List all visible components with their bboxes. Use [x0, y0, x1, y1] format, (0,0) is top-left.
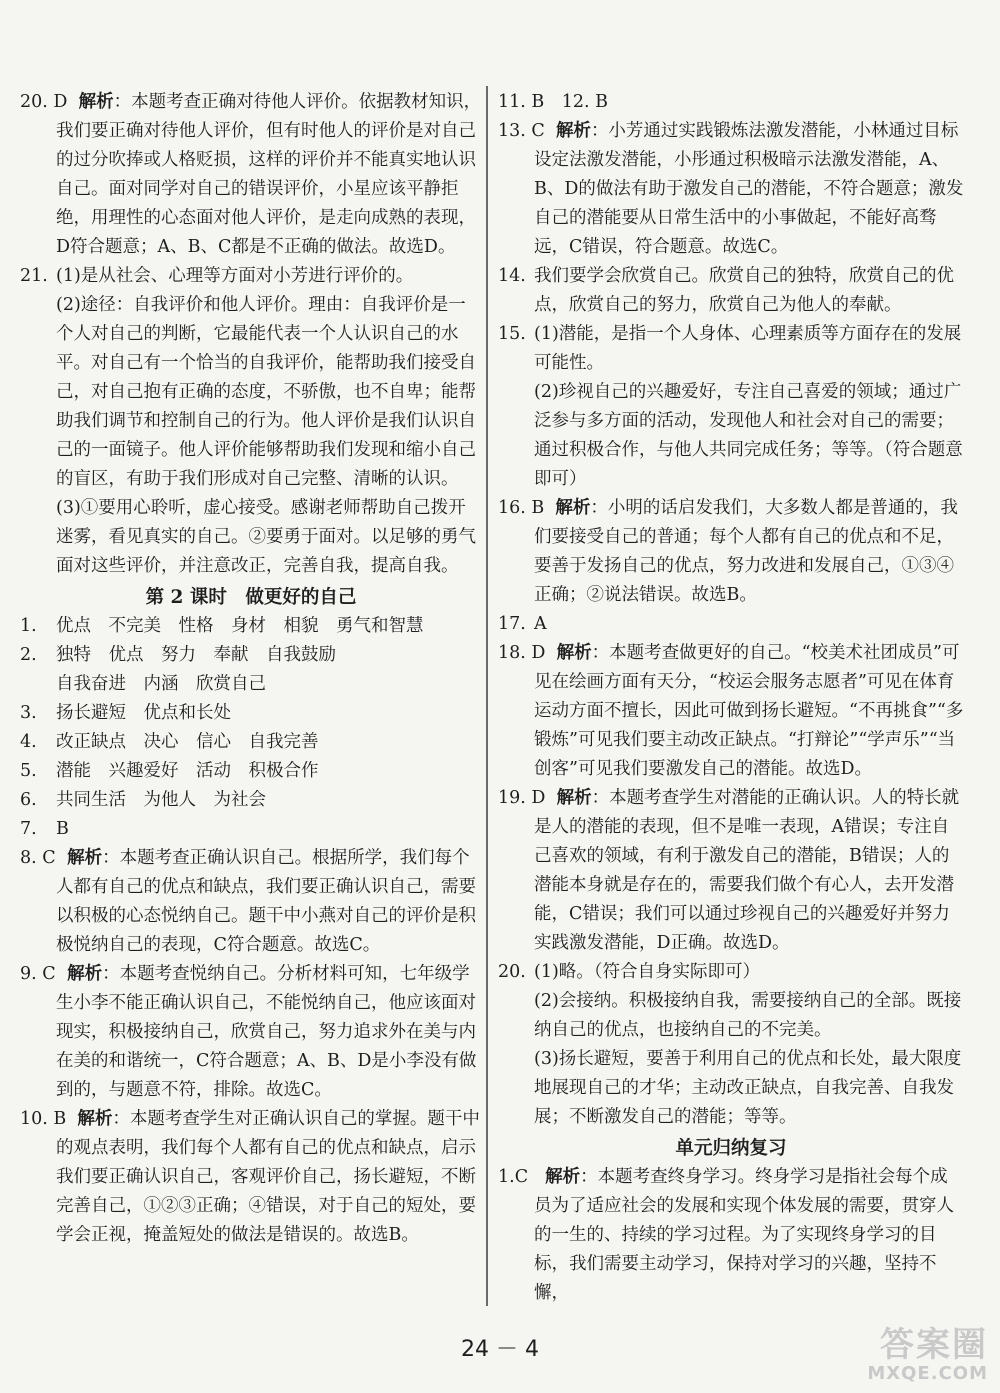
answer-number: 5. [20, 761, 37, 781]
answer-text: ：本题考查终身学习。终身学习是指社会每个成员为了适应社会的发展和实现个体发展的需要，贯穿人的一生的、持续的学习过程。为了实现终身学习的目标，我们需要主动学习，保持对学习的兴趣，坚持不懈， [534, 1167, 954, 1303]
answer-8 [20, 844, 482, 960]
fill-6 [20, 786, 482, 815]
answer-number: 14. [498, 266, 526, 286]
answer-number: 4. [20, 732, 37, 752]
answer-text: (1)潜能，是指一个人身体、心理素质等方面存在的发展可能性。 [534, 324, 962, 373]
answer-20-part3: (3)扬长避短，要善于利用自己的优点和长处，最大限度地展现自己的才华；主动改正缺点，自我完善、自我发展；不断激发自己的潜能；等等。 [534, 1049, 962, 1127]
fill-1 [20, 612, 482, 641]
watermark-en: MXQE.COM [867, 1363, 988, 1384]
answer-text: A [534, 614, 547, 634]
answer-number: 19. D [498, 788, 546, 808]
answer-15 [498, 320, 964, 378]
answer-number: 7. [20, 819, 37, 839]
analysis-label: 解析 [67, 848, 103, 868]
review-answer-1 [498, 1163, 964, 1308]
answer-number: 6. [20, 790, 37, 810]
fill-5 [20, 757, 482, 786]
fill-4 [20, 728, 482, 757]
answer-text: ：本题考查学生对潜能的正确认识。人的特长就是人的潜能的表现，但不是唯一表现，A错误；专注自己喜欢的领域，有利于激发自己的潜能，B错误；人的潜能本身就是存在的，需要我们做个有心人，去开发潜能，C错误；我们可以通过珍视自己的兴趣爱好并努力实践激发潜能，D正确。故选D。 [534, 788, 960, 953]
answer-18 [498, 639, 964, 784]
answer-text: ：本题考查学生对正确认识自己的掌握。题干中的观点表明，我们每个人都有自己的优点和缺点，启示我们要正确认识自己，客观评价自己，扬长避短，不断完善自己，①②③正确；④错误，对于自己的短处，要学会正视，掩盖短处的做法是错误的。故选B。 [56, 1109, 480, 1245]
answer-21-part3: (3)①要用心聆听，虚心接受。感谢老师帮助自己拨开迷雾，看见真实的自己。②要勇于面对。以足够的勇气面对这些评价，并注意改正，完善自我，提高自我。 [56, 498, 476, 576]
answer-number: 2. [20, 645, 37, 665]
answer-19 [498, 784, 964, 958]
answer-20-part2: (2)会接纳。积极接纳自我，需要接纳自己的全部。既接纳自己的优点，也接纳自己的不完美。 [534, 991, 962, 1040]
answer-number: 1. [20, 616, 37, 636]
answer-number: 9. C [20, 964, 56, 984]
answer-text: ：本题考查悦纳自己。分析材料可知，七年级学生小李不能正确认识自己，不能悦纳自己，他应该面对现实，积极接纳自己，欣赏自己，努力追求外在美与内在美的和谐统一，C符合题意；A、B、D是小李没有做到的，与题意不符，排除。故选C。 [56, 964, 477, 1100]
fill-2-continued: 自我奋进 内涵 欣赏自己 [56, 674, 266, 694]
answer-number: 8. C [20, 848, 56, 868]
watermark-logo [818, 1327, 988, 1387]
answer-number: 20. [498, 962, 526, 982]
answer-number: 17. [498, 614, 526, 634]
answer-text: ：本题考查正确对待他人评价。依据教材知识，我们要正确对待他人评价，但有时他人的评价是对自己的过分吹捧或人格贬损，这样的评价并不能真实地认识自己。面对同学对自己的错误评价，小星应该平静拒绝，用理性的心态面对他人评价，是走向成熟的表现，D符合题意；A、B、C都是不正确的做法。故选D。 [56, 92, 482, 257]
answer-15-part2: (2)珍视自己的兴趣爱好，专注自己喜爱的领域；通过广泛参与多方面的活动，发现他人和社会对自己的需要；通过积极合作，与他人共同完成任务；等等。（符合题意即可） [534, 382, 963, 489]
analysis-label: 解析 [78, 92, 114, 112]
answer-21 [20, 262, 482, 291]
answer-text: 共同生活 为他人 为社会 [56, 790, 266, 810]
answer-text: ：本题考查做更好的自己。“校美术社团成员”可见在绘画方面有天分，“校运会服务志愿者”可见在体育运动方面不擅长，因此可做到扬长避短。“不再挑食”“多锻炼”可见我们要主动改正缺点。“打辩论”“学声乐”“当创客”可见我们要激发自己的潜能。故选D。 [534, 643, 964, 779]
analysis-label: 解析 [555, 121, 591, 141]
answer-text: 优点 不完美 性格 身材 相貌 勇气和智慧 [56, 616, 424, 636]
analysis-label: 解析 [545, 1167, 581, 1187]
watermark-cn: 答案圈 [880, 1325, 988, 1365]
answer-number: 16. B [498, 498, 545, 518]
analysis-label: 解析 [67, 964, 103, 984]
answer-21-part2: (2)途径：自我评价和他人评价。理由：自我评价是一个人对自己的判断，它最能代表一个人认识自己的水平。对自己有一个恰当的自我评价，能帮助我们接受自己，对自己抱有正确的态度，不骄傲，也不自卑；能帮助我们调节和控制自己的行为。他人评价是我们认识自己的一面镜子。他人评价能够帮助我们发现和缩小自己的盲区，有助于我们形成对自己完整、清晰的认识。 [56, 295, 476, 489]
answer-11-12 [498, 88, 964, 117]
answer-text: (1)是从社会、心理等方面对小芳进行评价的。 [56, 266, 414, 286]
answer-20-right [498, 958, 964, 987]
analysis-label: 解析 [556, 788, 592, 808]
answer-text: 扬长避短 优点和长处 [56, 703, 231, 723]
answer-text: ：小明的话启发我们，大多数人都是普通的，我们要接受自己的普通；每个人都有自己的优点和不足，要善于发扬自己的优点，努力改进和发展自己，①③④正确；②说法错误。故选B。 [534, 498, 958, 605]
analysis-label: 解析 [77, 1109, 113, 1129]
answer-number: 15. [498, 324, 526, 344]
right-column [498, 88, 964, 1308]
answer-number: 21. [20, 266, 48, 286]
section-heading-lesson2: 第 2 课时 做更好的自己 [145, 587, 357, 608]
section-heading-unit-review: 单元归纳复习 [675, 1138, 787, 1159]
answer-number: 20. D [20, 92, 68, 112]
answer-text: 独特 优点 努力 奉献 自我鼓励 [56, 645, 336, 665]
answer-9 [20, 960, 482, 1105]
answer-17 [498, 610, 964, 639]
answer-text: 改正缺点 决心 信心 自我完善 [56, 732, 319, 752]
answer-13 [498, 117, 964, 262]
answer-10 [20, 1105, 482, 1250]
answer-text: ：本题考查正确认识自己。根据所学，我们每个人都有自己的优点和缺点，我们要正确认识自己，需要以积极的心态悦纳自己。题干中小燕对自己的评价是积极悦纳自己的表现，C符合题意。故选C。 [56, 848, 476, 955]
answer-text: ：小芳通过实践锻炼法激发潜能，小林通过目标设定法激发潜能，小彤通过积极暗示法激发潜能，A、B、D的做法有助于激发自己的潜能，不符合题意；激发自己的潜能要从日常生活中的小事做起，不能好高骛远，C错误，符合题意。故选C。 [534, 121, 964, 257]
answer-number: 1.C [498, 1167, 529, 1187]
answer-14 [498, 262, 964, 320]
answer-20 [20, 88, 482, 262]
fill-3 [20, 699, 482, 728]
answer-number: 11. B 12. B [498, 92, 609, 112]
answer-text: B [56, 819, 69, 839]
answer-number: 3. [20, 703, 37, 723]
left-column [20, 88, 482, 1250]
page-number: 24 － 4 [461, 1337, 539, 1362]
answer-text: 潜能 兴趣爱好 活动 积极合作 [56, 761, 319, 781]
answer-text: (1)略。（符合自身实际即可） [534, 962, 761, 982]
column-divider [486, 86, 488, 1306]
answer-16 [498, 494, 964, 610]
answer-number: 18. D [498, 643, 546, 663]
fill-2 [20, 641, 482, 670]
answer-text: 我们要学会欣赏自己。欣赏自己的独特，欣赏自己的优点，欣赏自己的努力，欣赏自己为他人的奉献。 [534, 266, 954, 315]
answer-7 [20, 815, 482, 844]
answer-number: 10. B [20, 1109, 67, 1129]
answer-number: 13. C [498, 121, 545, 141]
analysis-label: 解析 [555, 498, 591, 518]
analysis-label: 解析 [556, 643, 592, 663]
